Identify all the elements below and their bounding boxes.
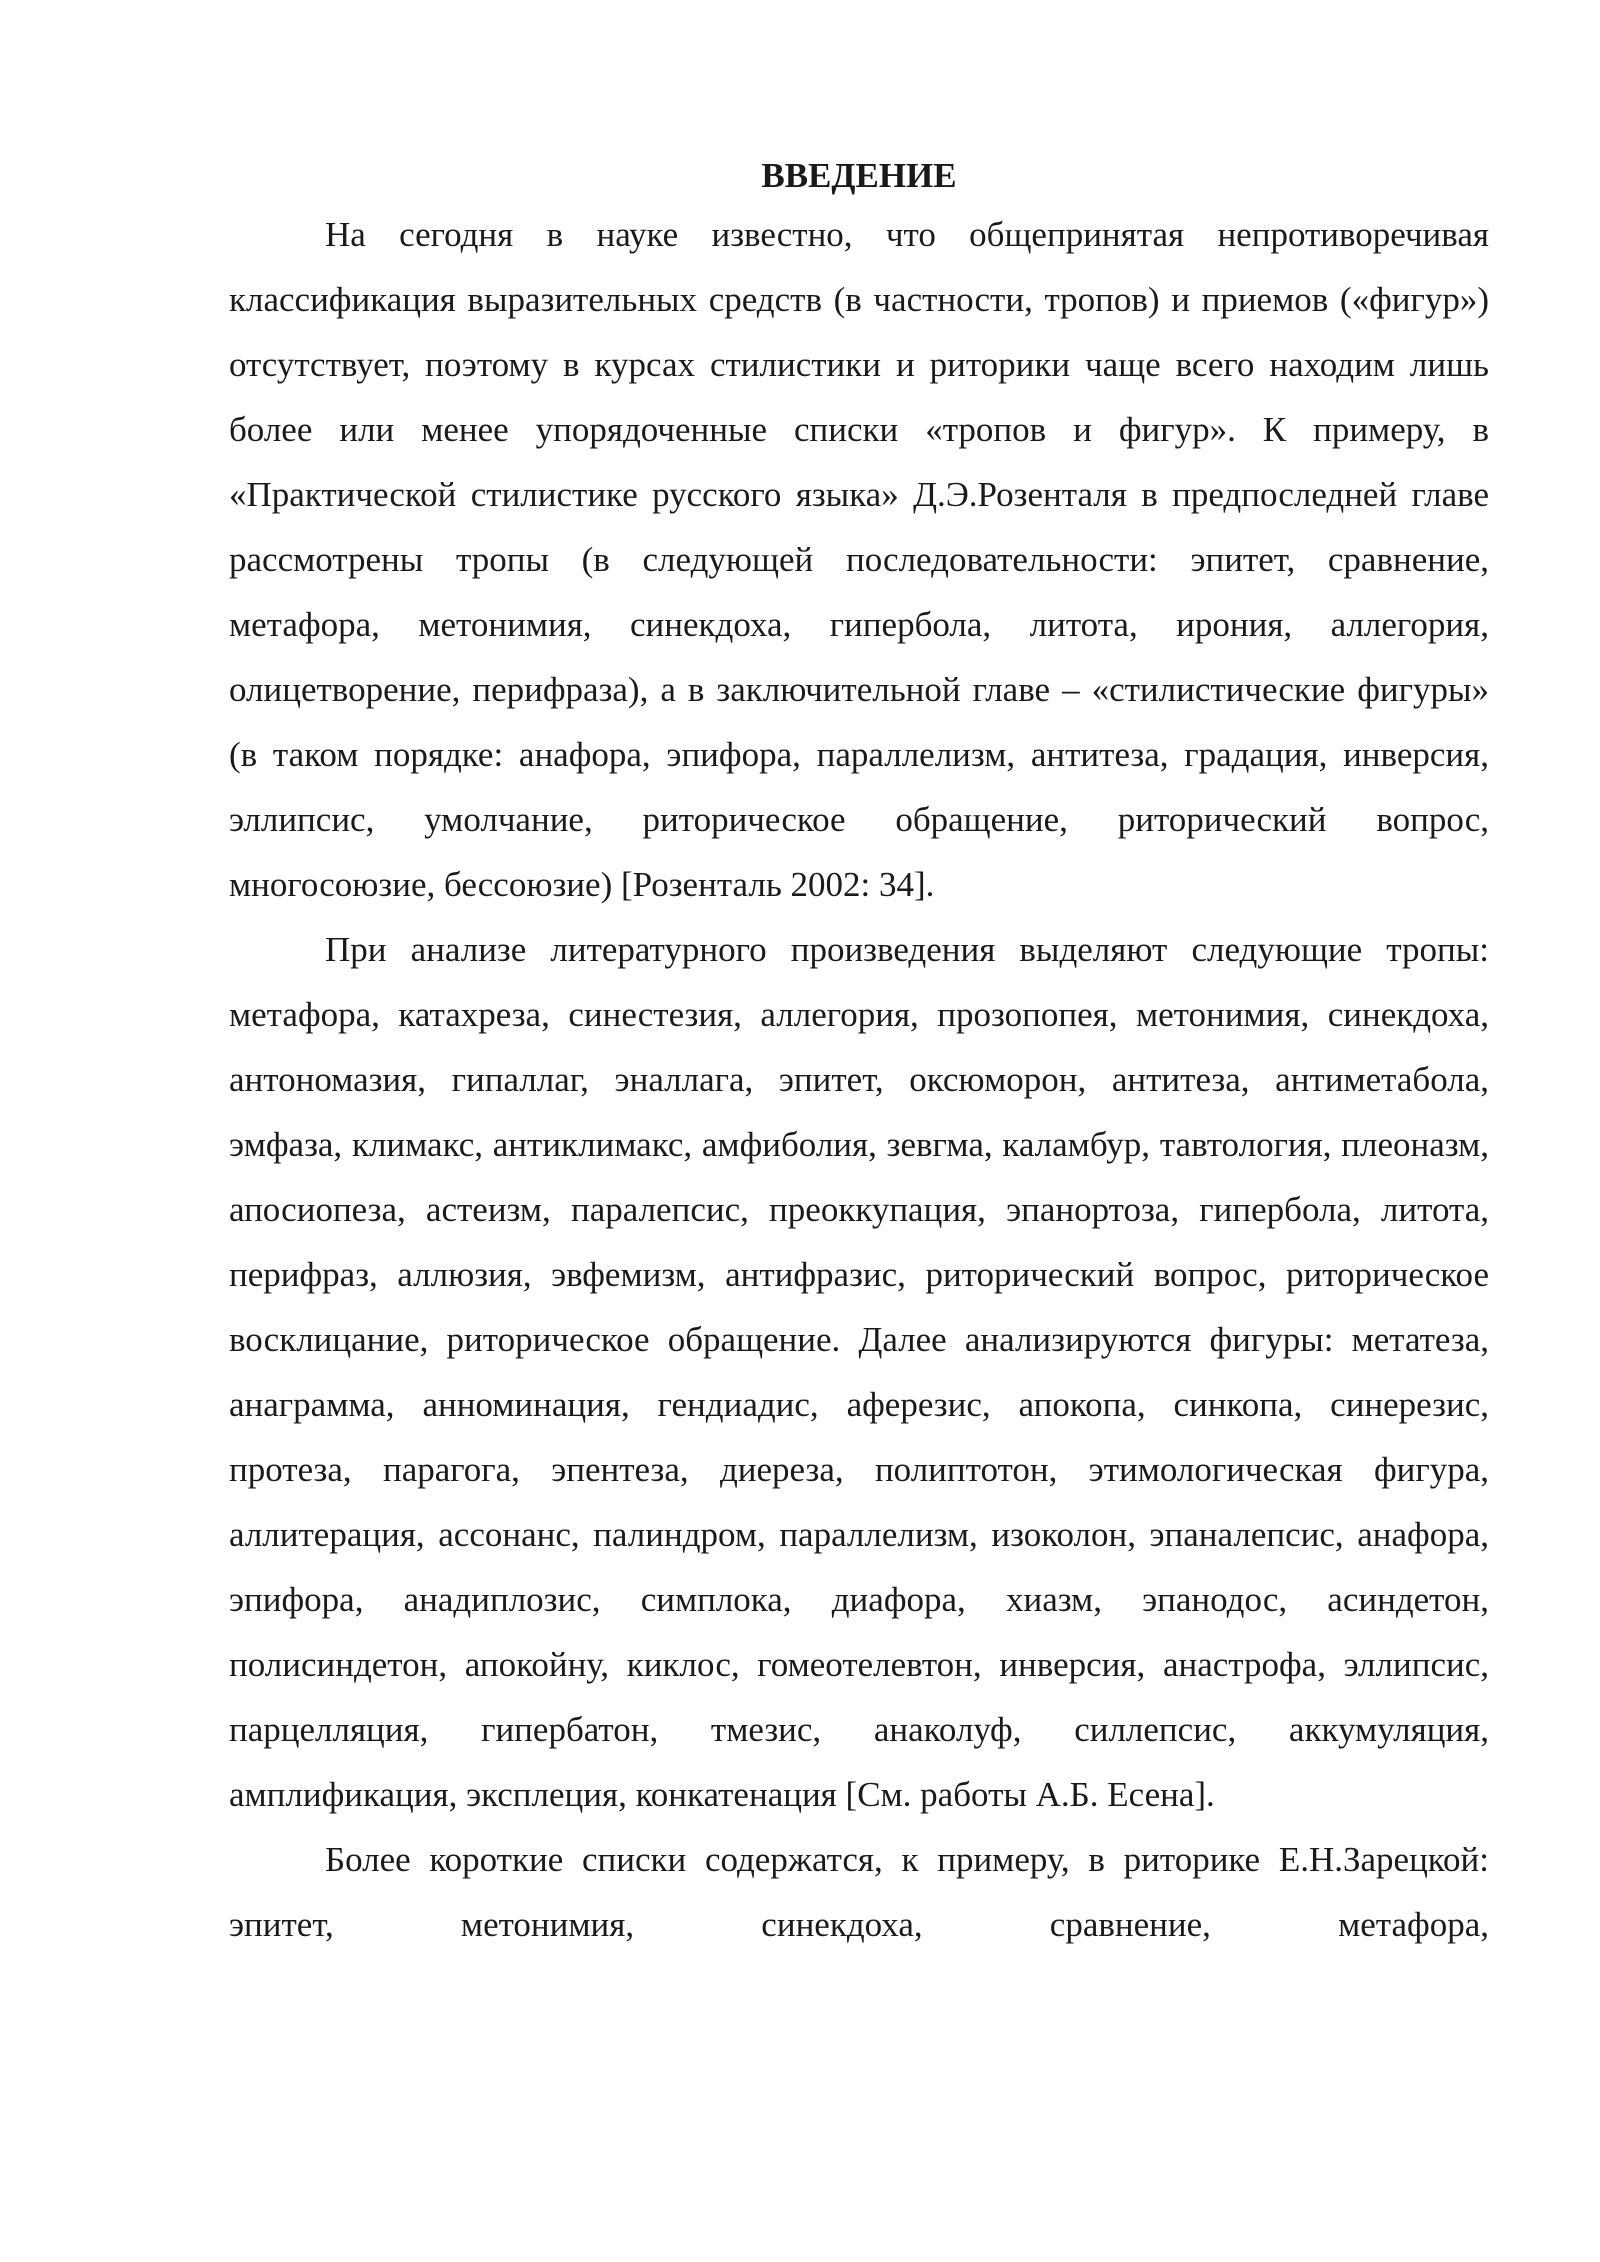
paragraph-1: На сегодня в науке известно, что общепринятая непротиворечивая классификация выразительных средств (в частности, тропов) и приемов («фигур») отсутствует, поэтому в курсах стилистики и риторики чаще всего находим лишь более или менее упорядоченные списки «тропов и фигур». К примеру, в «Практической стилистике русского языка» Д.Э.Розенталя в предпоследней главе рассмотрены тропы (в следующей последовательности: эпитет, сравнение, метафора, метонимия, синекдоха, гипербола, литота, ирония, аллегория, олицетворение, перифраза), а в заключительной главе – «стилистические фигуры» (в таком порядке: анафора, эпифора, параллелизм, антитеза, градация, инверсия, эллипсис, умолчание, риторическое обращение, риторический вопрос, многосоюзие, бессоюзие) [Розенталь 2002: 34]. [229,215,1489,904]
page-title: ВВЕДЕНИЕ [761,156,957,195]
paragraph-3: Более короткие списки содержатся, к примеру, в риторике Е.Н.Зарецкой: эпитет, метонимия, синекдоха, сравнение, метафора, [229,1840,1489,1944]
document-body [229,150,1489,1957]
paragraph-2: При анализе литературного произведения выделяют следующие тропы: метафора, катахреза, синестезия, аллегория, прозопопея, метонимия, синекдоха, антономазия, гипаллаг, эналлага, эпитет, оксюморон, антитеза, антиметабола, эмфаза, климакс, антиклимакс, амфиболия, зевгма, каламбур, тавтология, плеоназм, апосиопеза, астеизм, паралепсис, преоккупация, эпанортоза, гипербола, литота, перифраз, аллюзия, эвфемизм, антифразис, риторический вопрос, риторическое восклицание, риторическое обращение. Далее анализируются фигуры: метатеза, анаграмма, анноминация, гендиадис, аферезис, апокопа, синкопа, синерезис, протеза, парагога, эпентеза, диереза, полиптотон, этимологическая фигура, аллитерация, ассонанс, палиндром, параллелизм, изоколон, эпаналепсис, анафора, эпифора, анадиплозис, симплока, диафора, хиазм, эпанодос, асиндетон, полисиндетон, апокойну, киклос, гомеотелевтон, инверсия, анастрофа, эллипсис, парцелляция, гипербатон, тмезис, анаколуф, силлепсис, аккумуляция, амплификация, эксплеция, конкатенация [См. работы А.Б. Есена]. [229,930,1489,1814]
